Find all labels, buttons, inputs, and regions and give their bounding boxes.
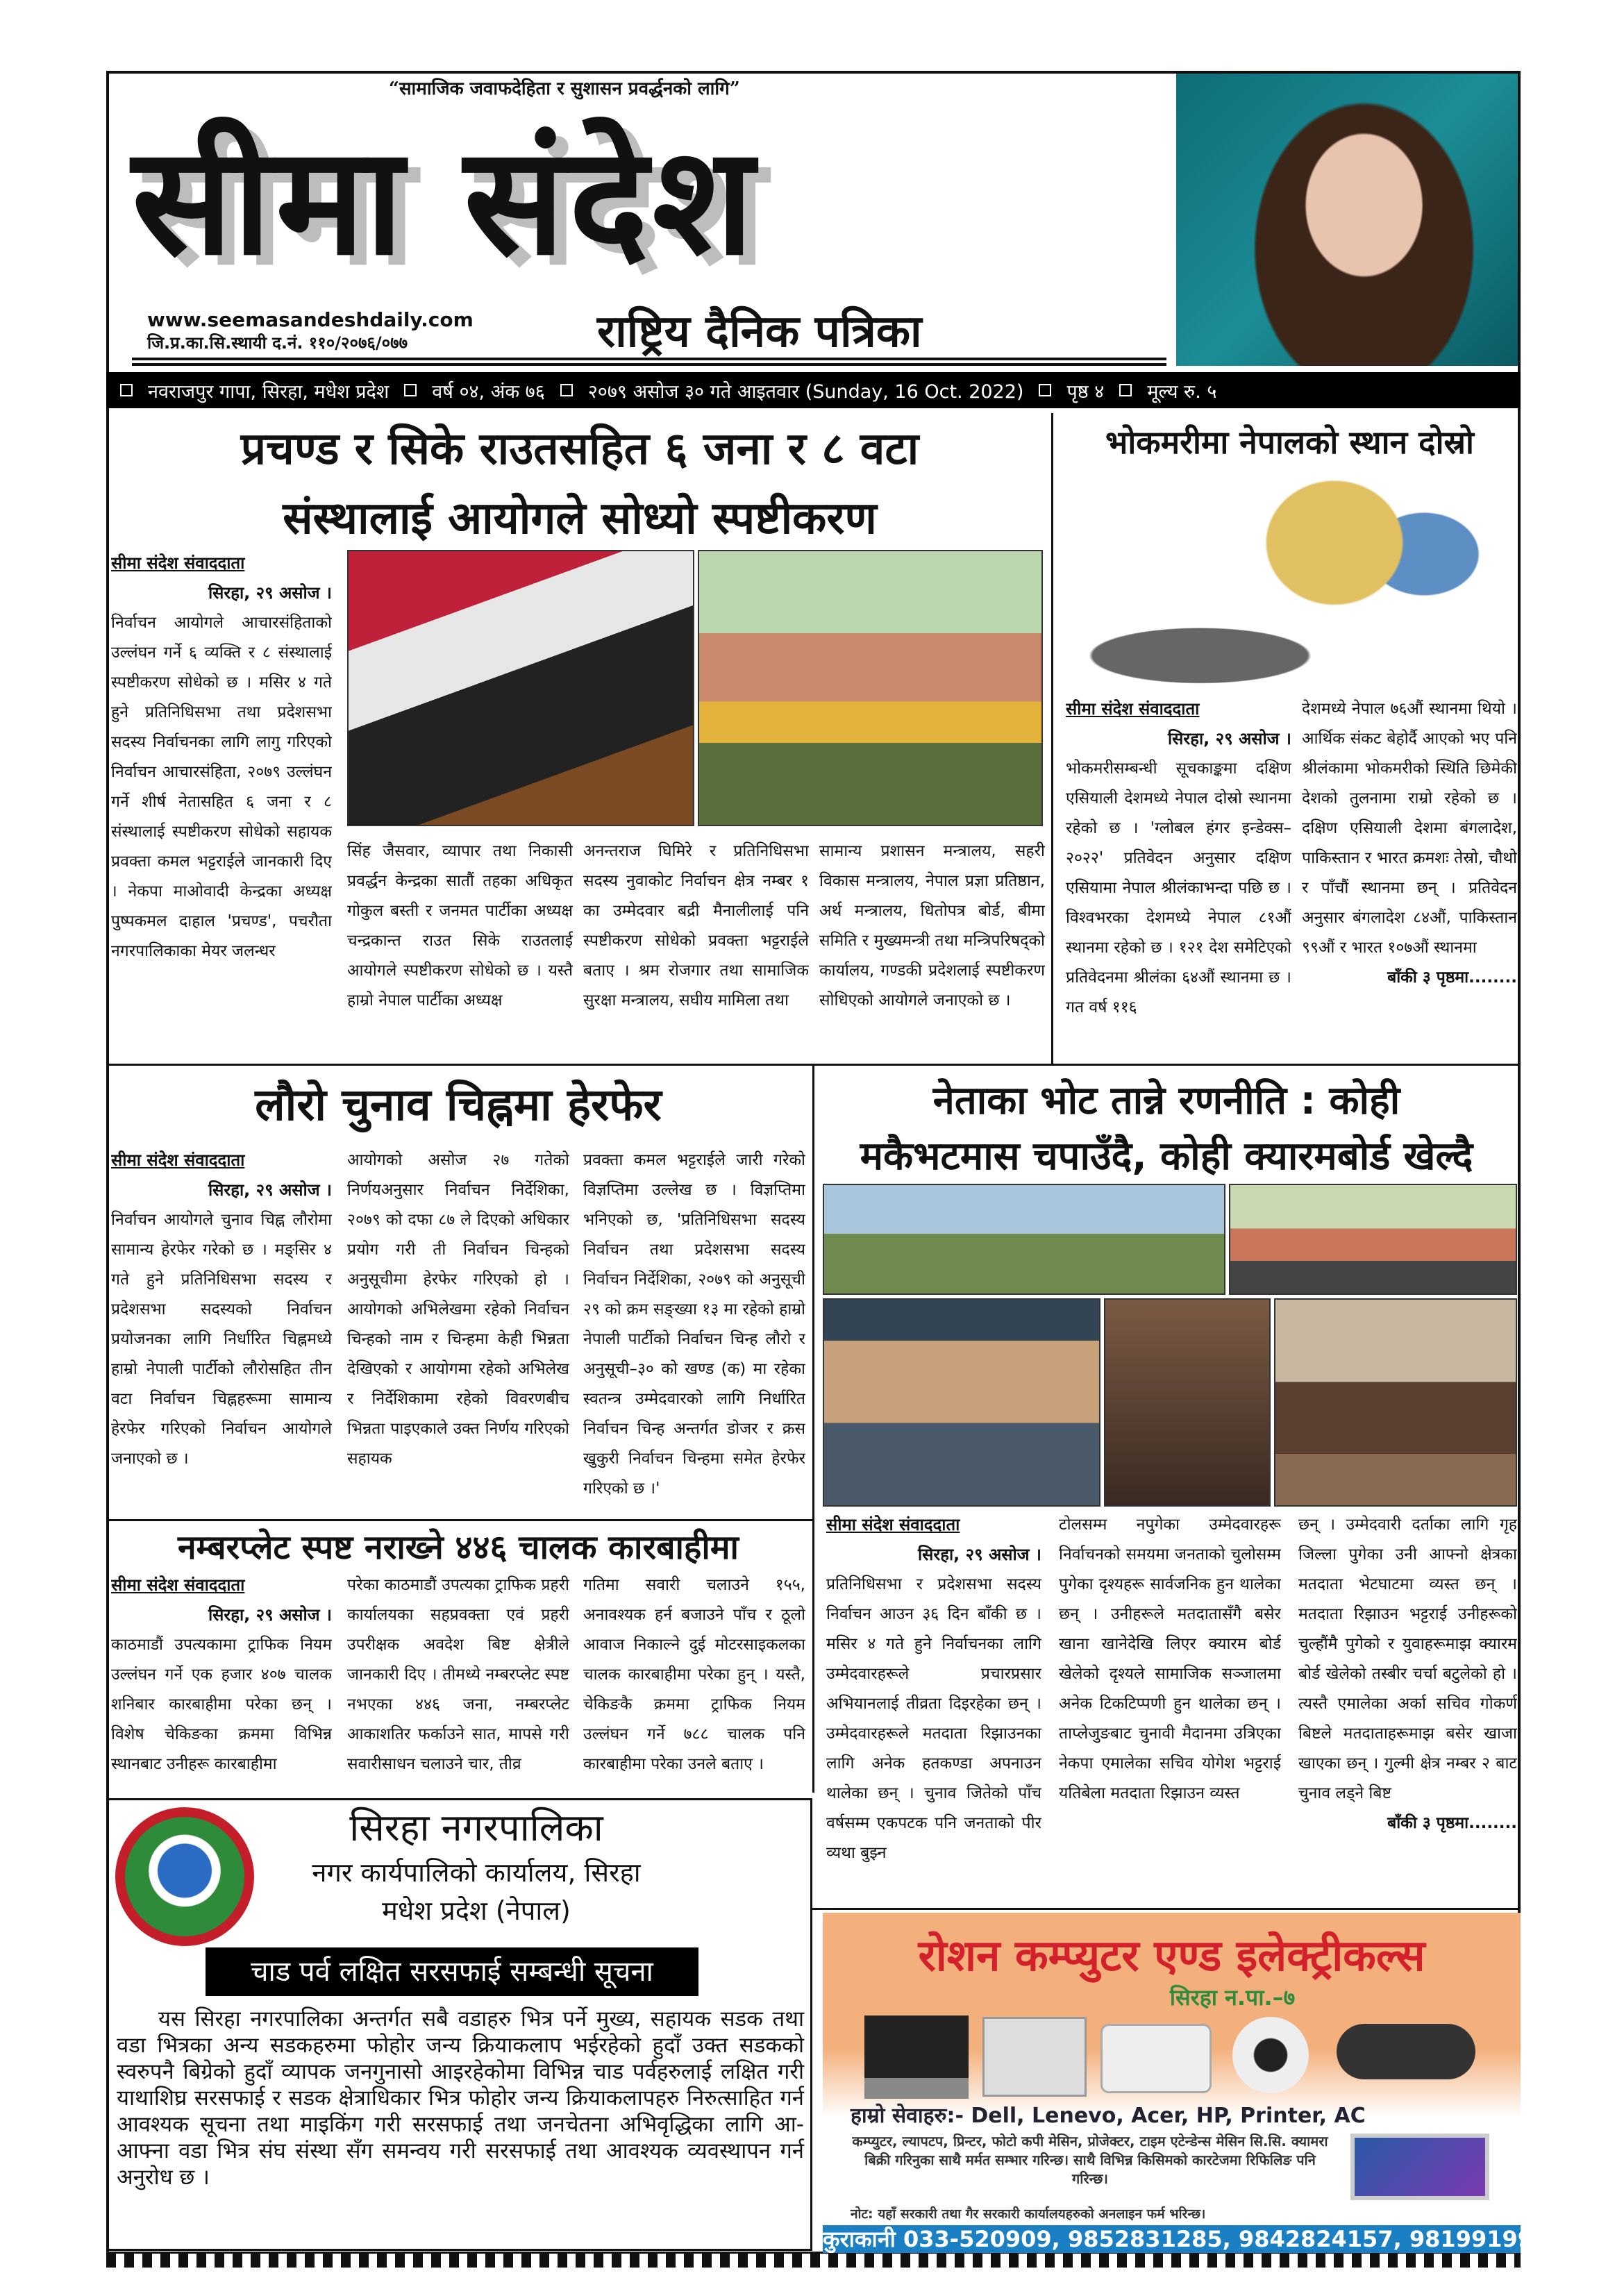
date: २०७९ असोज ३० गते आइतवार (Sunday, 16 Oct. 2022) <box>587 380 1024 403</box>
byline: सीमा संदेश संवाददाता <box>826 1515 960 1534</box>
bullet-icon <box>120 384 133 396</box>
byline: सीमा संदेश संवाददाता <box>111 1575 245 1595</box>
lead-column-1 <box>111 548 332 1062</box>
strategy-column-2: टोलसम्म नपुगेका उम्मेदवारहरू निर्वाचनको समयमा जनताको चुलोसम्म पुगेका दृश्यहरू सार्वजनिक हुन थालेका छन् । उनीहरूले मतदातासँगै बसेर खाना खानेदेखि लिएर क्यारम बोर्ड खेलेको दृश्यले सामाजिक सञ्जालमा अनेक टिकटिप्पणी हुन थालेका छन् । ताप्लेजुङबाट चुनावी मैदानमा उत्रिएका नेकपा एमालेका सचिव योगेश भट्टराई यतिबेला मतदाता रिझाउन व्यस्त <box>1059 1516 1281 1802</box>
notice-org: सिरहा नगरपालिका <box>349 1806 603 1850</box>
price: मूल्य रु. ५ <box>1147 380 1217 403</box>
photo-prachanda-speech <box>347 550 694 826</box>
lead-headline-1: प्रचण्ड र सिके राउतसहित ६ जना र ८ वटा <box>240 424 919 475</box>
computer-shop-ad <box>823 1913 1564 2253</box>
section-divider <box>106 1519 812 1521</box>
numberplate-column-1 <box>111 1570 332 1791</box>
article-text: छन् । उम्मेदवारी दर्ताका लागि गृह जिल्ला पुगेका उनी आफ्नो क्षेत्रका मतदाता भेटघाटमा व्यस्त छन् । मतदाता रिझाउन भट्टराई उनीहरूको चुल्हौंमै पुगेको र युवाहरूमाझ क्यारम बोर्ड खेलेको तस्बीर चर्चा बटुलेको हो । त्यस्तै एमालेका अर्का सचिव गोकर्ण बिष्टले मतदाताहरूमाझ बसेर खाजा खाएका छन् । गुल्मी क्षेत्र नम्बर २ बाट चुनाव लड्ने बिष्ट <box>1298 1516 1517 1802</box>
laptop-image <box>1350 2134 1489 2200</box>
strategy-column-3 <box>1298 1510 1517 1906</box>
printer-image <box>982 2017 1087 2097</box>
byline: सीमा संदेश संवाददाता <box>111 553 245 573</box>
numberplate-column-2: परेका काठमाडौं उपत्यका ट्राफिक प्रहरी कार्यालयका सहप्रवक्ता एवं प्रहरी उपरीक्षक अवदेश बिष्ट क्षेत्रीले जानकारी दिए । तीमध्ये नम्बरप्लेट स्पष्ट नभएका ४४६ जना, नम्बरप्लेट आकाशतिर फर्काउने सात, मापसे गरी सवारीसाधन चलाउने चार, तीव्र <box>347 1576 569 1773</box>
nepal-emblem-logo <box>115 1807 254 1946</box>
byline: सीमा संदेश संवाददाता <box>111 1150 245 1170</box>
issue: वर्ष ०४, अंक ७६ <box>432 380 545 403</box>
photo-village-crowd <box>823 1184 1225 1295</box>
bullet-icon <box>1119 384 1132 396</box>
strategy-column-1 <box>826 1510 1041 1906</box>
article-text: काठमाडौं उपत्यकामा ट्राफिक नियम उल्लंघन गर्ने एक हजार ४०७ चालक शनिबार कारबाहीमा परेका छन् । विशेष चेकिङका क्रममा विभिन्न स्थानबाट उनीहरू कारबाहीमा <box>111 1636 332 1773</box>
byline: सीमा संदेश संवाददाता <box>1066 699 1200 719</box>
bottom-border <box>106 2254 1521 2268</box>
shop-location: सिरहा न.पा.–७ <box>1169 1984 1296 2011</box>
photo-carrom-board <box>823 1298 1100 1507</box>
masthead-motto: “सामाजिक जवाफदेहिता र सुशासन प्रवर्द्धनको लागि” <box>389 78 740 99</box>
article-text: देशमध्ये नेपाल ७६औं स्थानमा थियो । आर्थिक संकट बेहोर्दै आएको भए पनि श्रीलंकामा भोकमरीको स्थिति छिमेकी देशको तुलनामा राम्रो रहेको छ । दक्षिण एसियाली देशमा बंगलादेश, पाकिस्तान र भारत क्रमशः तेस्रो, चौथो र पाँचौं स्थानमा छन् । प्रतिवेदन अनुसार बंगलादेश ८४औं, पाकिस्तान ९९औं र भारत १०७औं स्थानमा <box>1302 700 1517 957</box>
lead-column-3: अनन्तराज घिमिरे र प्रतिनिधिसभा सदस्य नुवाकोट निर्वाचन क्षेत्र नम्बर १ का उम्मेदवार बद्री मैनालीलाई पनि स्पष्टीकरण सोधेको प्रवक्ता भट्टराईले बताए । श्रम रोजगार तथा सामाजिक सुरक्षा मन्त्रालय, सघीय मामिला तथा <box>583 842 809 1009</box>
lead-column-4: सामान्य प्रशासन मन्त्रालय, सहरी विकास मन्त्रालय, नेपाल प्रज्ञा प्रतिष्ठान, अर्थ मन्त्रालय, धितोपत्र बोर्ड, बीमा समिति र मुख्यमन्त्री तथा मन्त्रिपरिषद्को कार्यालय, गण्डकी प्रदेशलाई स्पष्टीकरण सोधिएको आयोगले जनाएको छ । <box>819 842 1045 1009</box>
newspaper-title: सीमा संदेश <box>132 114 758 288</box>
shop-details: कम्प्युटर, ल्यापटप, प्रिन्टर, फोटो कपी मेसिन, प्रोजेक्टर, टाइम एटेन्डेन्स मेसिन सि.सि. क्यामरा बिक्री गरिनुका साथै मर्मत सम्भार गरिन्छ। साथै विभिन्न किसिमको कारटेजमा रिफिलिङ पनि गरिन्छ। <box>852 2133 1328 2187</box>
masthead-subtitle: राष्ट्रिय दैनिक पत्रिका <box>597 306 922 358</box>
photo-eating-together <box>1274 1298 1517 1507</box>
dateline: सिरहा, २९ असोज । <box>1167 729 1291 748</box>
numberplate-headline: नम्बरप्लेट स्पष्ट नराख्ने ४४६ चालक कारबाहीमा <box>178 1528 739 1567</box>
article-text: निर्वाचन आयोगले आचारसंहिताको उल्लंघन गर्ने ६ व्यक्ति र ८ संस्थालाई स्पष्टीकरण सोधेको छ । मसिर ४ गते हुने प्रतिनिधिसभा तथा प्रदेशसभा सदस्य निर्वाचनका लागि लागु गरिएको निर्वाचन आचारसंहिता, २०७९ उल्लंघन गर्ने शीर्ष नेतासहित ६ जना र ८ संस्थालाई स्पष्टीकरण सोधेको सहायक प्रवक्ता कमल भट्टराईले जानकारी दिए । नेकपा माओवादी केन्द्रका अध्यक्ष पुष्पकमल दाहाल 'प्रचण्ड', पचरौता नगरपालिकाका मेयर जलन्धर <box>111 614 332 960</box>
bullet-icon <box>560 384 573 396</box>
hunger-headline: भोकमरीमा नेपालको स्थान दोस्रो <box>1105 424 1474 461</box>
website-link[interactable]: www.seemasandeshdaily.com <box>147 308 474 331</box>
page-number: पृष्ठ ४ <box>1066 380 1105 403</box>
column-divider <box>812 1064 814 1793</box>
article-text: भोकमरीसम्बन्धी सूचकाङ्कमा दक्षिण एसियाली देशमध्ये नेपाल दोस्रो स्थानमा रहेको छ । 'ग्लोबल हंगर इन्डेक्स–२०२२' प्रतिवेदन अनुसार दक्षिण एसियामा नेपाल श्रीलंकाभन्दा पछि छ । विश्वभरका देशमध्ये नेपाल ८१औं स्थानमा रहेको छ । १२१ देश समेटिएको प्रतिवेदनमा श्रीलंका ६४औं स्थानमा छ । गत वर्ष ११६ <box>1066 760 1291 1016</box>
dateline: सिरहा, २९ असोज । <box>208 1180 332 1200</box>
notice-office: नगर कार्यपालिको कार्यालय, सिरहा <box>312 1857 641 1888</box>
dateline: सिरहा, २९ असोज । <box>917 1545 1041 1564</box>
shop-note: नोट: यहाँ सरकारी तथा गैर सरकारी कार्यालयहरुको अनलाइन फर्म भरिन्छ। <box>851 2206 1206 2222</box>
hunger-column-1 <box>1066 694 1291 1062</box>
article-text: प्रतिनिधिसभा र प्रदेशसभा सदस्य निर्वाचन आउन ३६ दिन बाँकी छ । मसिर ४ गते हुने निर्वाचनका लागि उम्मेदवारहरूले प्रचारप्रसार अभियानलाई तीव्रता दिइरहेका छन् । उम्मेदवारहरूले मतदाता रिझाउनका लागि अनेक हतकण्डा अपनाउन थालेका छन् । चुनाव जितेको पाँच वर्षसम्म एकपटक पनि जनताको पीर व्यथा बुझ्न <box>826 1575 1041 1862</box>
address: नवराजपुर गापा, सिरहा, मधेश प्रदेश <box>148 380 390 403</box>
notice-body: यस सिरहा नगरपालिका अन्तर्गत सबै वडाहरु भित्र पर्ने मुख्य, सहायक सडक तथा वडा भित्रका अन्य सडकहरुमा फोहोर जन्य क्रियाकलाप भईरहेको हुदाँ उक्त सडकको स्वरुपनै बिग्रेको हुदाँ व्यापक जनगुनासो आइरहेकोमा विभिन्न चाड पर्वहरुलाई लक्षित गरी याथाशिघ्र सरसफाई र सडक क्षेत्राधिकार भित्र फोहोर जन्य क्रियाकलापहरु निरुत्साहित गर्न आवश्यक सूचना तथा माइकिंग गरी सरसफाई तथा जनचेतना अभिवृद्धिका लागि आ-आफ्ना वडा भित्र संघ संस्था सँग समन्वय गरी सरसफाई तथा आवश्यक व्यवस्थापन गर्न अनुरोध छ । <box>117 2006 804 2190</box>
monitor-image <box>864 2016 969 2099</box>
masthead-model-photo <box>1176 74 1518 366</box>
photo-kitchen <box>1104 1298 1271 1507</box>
masthead-rule <box>132 358 1166 366</box>
shop-services: हाम्रो सेवाहरु:- Dell, Lenevo, Acer, HP, Printer, AC <box>851 2104 1366 2128</box>
lead-headline-2: संस्थालाई आयोगले सोध्यो स्पष्टीकरण <box>283 493 877 544</box>
numberplate-column-3: गतिमा सवारी चलाउने १५५, अनावश्यक हर्न बजाउने पाँच र ठूलो आवाज निकाल्ने दुई मोटरसाइकलका चालक कारबाहीमा परेका हुन् । यस्तै, चेकिङकै क्रममा ट्राफिक नियम उल्लंघन गर्ने ७८८ चालक पनि कारबाहीमा परेका उनले बताए । <box>583 1576 805 1773</box>
notice-title: चाड पर्व लक्षित सरसफाई सम्बन्धी सूचना <box>206 1947 698 1996</box>
bullet-icon <box>404 384 417 396</box>
photo-motorcycle <box>1229 1184 1517 1295</box>
continued-link[interactable]: बाँकी ३ पृष्ठमा........ <box>1387 969 1517 987</box>
strategy-headline-2: मकैभटमास चपाउँदै, कोही क्यारमबोर्ड खेल्दै <box>860 1134 1473 1179</box>
column-divider <box>1051 413 1053 1066</box>
municipality-notice-ad <box>106 1798 812 2251</box>
hunger-cartoon <box>1066 464 1514 689</box>
strategy-headline-1: नेताका भोट तान्ने रणनीति : कोही <box>932 1078 1400 1123</box>
projector-image <box>1100 2024 1212 2093</box>
shop-contact[interactable]: कुराकानी 033-520909, 9852831285, 9842824157, 9819919967 <box>823 2226 1564 2252</box>
registration-number: जि.प्र.का.सि.स्थायी द.नं. ११०/२०७६/०७७ <box>147 333 408 353</box>
section-divider <box>812 1908 1521 1910</box>
bullet-icon <box>1039 384 1051 396</box>
article-text: निर्वाचन आयोगले चुनाव चिह्न लौरोमा सामान्य हेरफेर गरेको छ । मङ्सिर ४ गते हुने प्रतिनिधिसभा सदस्य र प्रदेशसभा सदस्यको निर्वाचन प्रयोजनका लागि निर्धारित चिह्नमध्ये हाम्रो नेपाली पार्टीको लौरोसहित तीन वटा निर्वाचन चिह्नहरूमा सामान्य हेरफेर गरिएको निर्वाचन आयोगले जनाएको छ । <box>111 1211 332 1468</box>
lauro-column-1 <box>111 1146 332 1514</box>
lauro-headline: लौरो चुनाव चिह्नमा हेरफेर <box>255 1080 662 1131</box>
lead-column-2: सिंह जैसवार, व्यापार तथा निकासी प्रवर्द्धन केन्द्रका सातौं तहका अधिकृत गोकुल बस्ती र जनमत पार्टीका अध्यक्ष चन्द्रकान्त राउत सिके राउतलाई आयोगले स्पष्टीकरण सोधेको छ । यस्तै हाम्रो नेपाल पार्टीका अध्यक्ष <box>347 842 573 1009</box>
dateline: सिरहा, २९ असोज । <box>208 1605 332 1625</box>
lauro-column-2: आयोगको असोज २७ गतेको निर्णयअनुसार निर्वाचन निर्देशिका, २०७९ को दफा ८७ ले दिएको अधिकार प्रयोग गरी ती निर्वाचन चिन्हको अनुसूचीमा हेरफेर गरिएको हो । आयोगको अभिलेखमा रहेको निर्वाचन चिन्हको नाम र चिन्हमा केही भिन्नता देखिएको र आयोगमा रहेको अभिलेख र निर्देशिकामा रहेको विवरणबीच भिन्नता पाइएकाले उक्त निर्णय गरिएको सहायक <box>347 1151 569 1468</box>
dateline: सिरहा, २९ असोज । <box>208 583 332 603</box>
dome-camera-image <box>1232 2017 1309 2093</box>
shop-name: रोशन कम्प्युटर एण्ड इलेक्ट्रीकल्स <box>918 1930 1425 1981</box>
cctv-camera-image <box>1337 2024 1475 2079</box>
info-bar <box>106 372 1521 408</box>
photo-ck-raut-rally <box>698 550 1043 826</box>
lauro-column-3: प्रवक्ता कमल भट्टराईले जारी गरेको विज्ञप्तिमा उल्लेख छ । विज्ञप्तिमा भनिएको छ, 'प्रतिनिधिसभा सदस्य निर्वाचन तथा प्रदेशसभा सदस्य निर्वाचन निर्देशिका, २०७९ को अनुसूची २९ को क्रम सङ्ख्या १३ मा रहेको हाम्रो नेपाली पार्टीको निर्वाचन चिन्ह लौरो र अनुसूची–३० को खण्ड (क) मा रहेका स्वतन्त्र उम्मेदवारको लागि निर्धारित निर्वाचन चिन्ह अन्तर्गत डोजर र क्रस खुकुरी निर्वाचन चिन्हमा समेत हेरफेर गरिएको छ ।' <box>583 1151 805 1498</box>
continued-link[interactable]: बाँकी ३ पृष्ठमा........ <box>1387 1814 1517 1832</box>
hunger-column-2 <box>1302 694 1517 1062</box>
notice-province: मधेश प्रदेश (नेपाल) <box>382 1895 571 1926</box>
